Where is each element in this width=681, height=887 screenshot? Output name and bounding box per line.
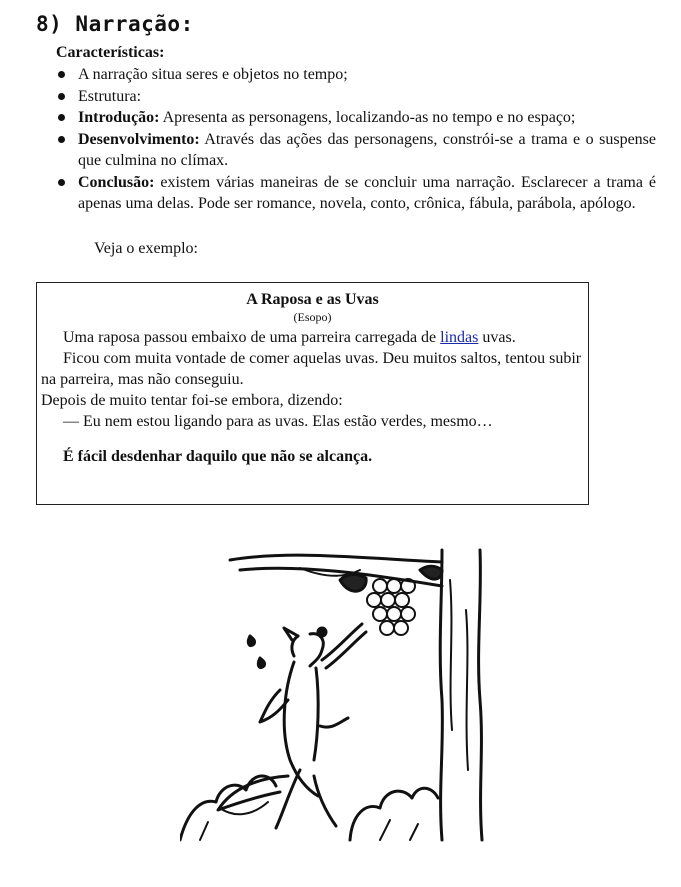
fable-paragraph: — Eu nem estou ligando para as uvas. Elas estão verdes, mesmo… <box>63 413 493 430</box>
characteristics-list <box>56 64 656 215</box>
list-item <box>56 86 656 108</box>
bullet-text: existem várias maneiras de se concluir uma narração. Esclarecer a trama é apenas uma delas. Pode ser romance, novela, conto, crônica, fábula, parábola, apólogo. <box>78 173 656 212</box>
list-item <box>56 172 656 215</box>
bullet-term: Introdução: <box>78 109 160 126</box>
fable-paragraph <box>41 327 584 348</box>
fable-author: (Esopo) <box>293 310 332 324</box>
lindas-link[interactable]: lindas <box>440 329 479 346</box>
bullet-text: Apresenta as personagens, localizando-as no tempo e no espaço; <box>159 109 576 126</box>
fable-text: Uma raposa passou embaixo de uma parreira carregada de <box>63 329 441 346</box>
fable-paragraph: Ficou com muita vontade de comer aquelas uvas. Deu muitos saltos, tentou subir na parreira, mas não conseguiu. <box>41 350 582 388</box>
bullet-term: Conclusão: <box>78 173 155 191</box>
bullet-text: Através das ações das personagens, constrói-se a trama e o suspense que culmina no clímax. <box>78 130 656 169</box>
list-item <box>56 107 656 129</box>
bullet-term: Desenvolvimento: <box>78 130 200 148</box>
list-item <box>56 129 656 172</box>
example-intro: Veja o exemplo: <box>94 240 198 257</box>
fox-and-grapes-illustration <box>180 540 520 850</box>
section-title: 8) Narração: <box>36 12 194 36</box>
fable-box <box>36 282 589 505</box>
fable-paragraph: Depois de muito tentar foi-se embora, dizendo: <box>41 392 343 409</box>
characteristics-heading: Características: <box>56 44 165 61</box>
bullet-text: A narração situa seres e objetos no tempo; <box>78 66 348 83</box>
fable-title: A Raposa e as Uvas <box>246 291 379 308</box>
list-item <box>56 64 656 86</box>
bullet-text: Estrutura: <box>78 87 142 105</box>
fable-moral: É fácil desdenhar daquilo que não se alcança. <box>63 448 373 465</box>
fable-text: uvas. <box>478 329 516 346</box>
